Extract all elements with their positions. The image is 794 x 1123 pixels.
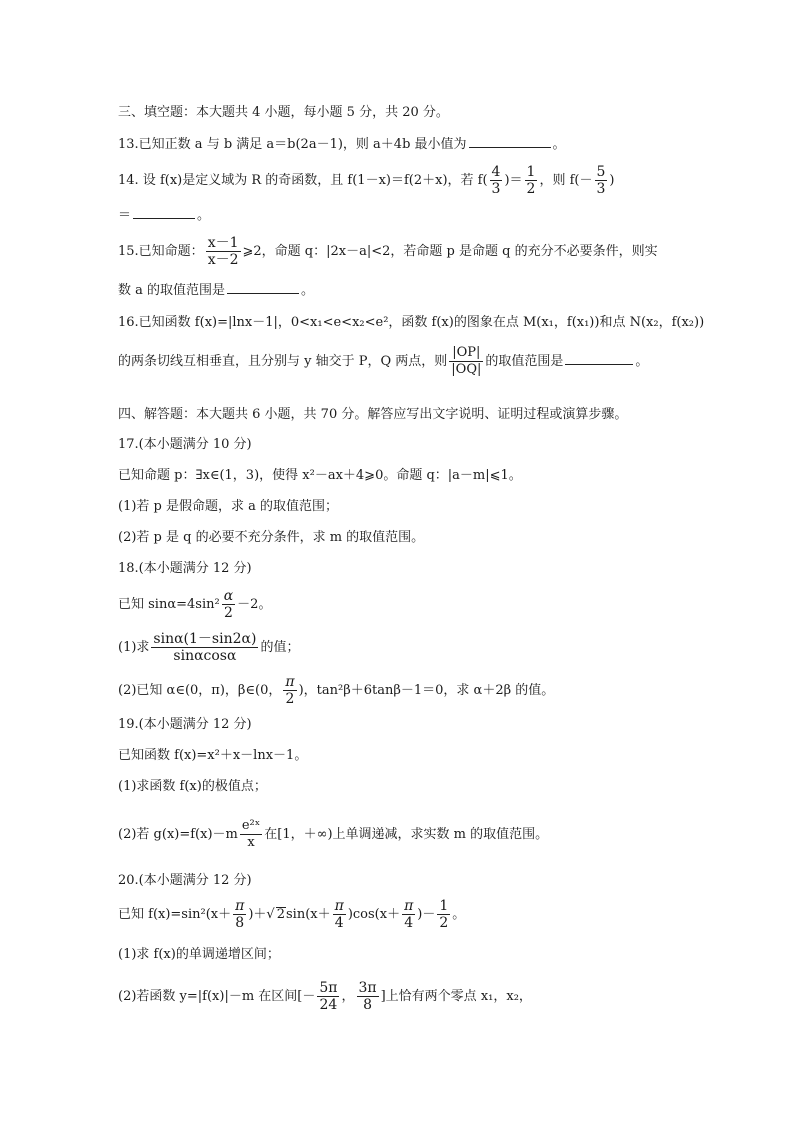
question-14-part: ＝ [118, 208, 132, 223]
fraction [437, 898, 450, 931]
numerator: sinα(1－sin2α) [153, 631, 257, 647]
fraction [283, 674, 296, 707]
denominator: 3 [596, 181, 606, 197]
numerator: e²ˣ [241, 818, 261, 833]
question-20-part: ]上恰有两个零点 x₁，x₂， [380, 989, 532, 1004]
question-20-part: )－ [417, 907, 436, 922]
denominator: 2 [223, 605, 233, 621]
section-3-header-text: 三、填空题：本大题共 4 小题，每小题 5 分，共 20 分。 [118, 105, 449, 120]
question-19-stem [118, 747, 307, 765]
question-20-part: )＋ [248, 907, 267, 922]
question-16-line-2 [118, 345, 648, 378]
denominator: 24 [319, 997, 338, 1013]
numerator: 5π [319, 980, 338, 996]
fraction [233, 898, 246, 931]
fraction [206, 235, 241, 268]
denominator: 2 [439, 915, 449, 931]
question-20-part: sin(x＋ [286, 907, 331, 922]
fraction [357, 980, 379, 1013]
question-14 [118, 164, 615, 197]
numerator: 5 [596, 164, 606, 180]
question-19-title-text: 19.(本小题满分 12 分) [118, 717, 252, 732]
question-20-part: ， [341, 989, 355, 1004]
fraction [449, 345, 483, 378]
numerator: |OP| [449, 345, 483, 362]
question-20-part: (2)若函数 y=|f(x)|－m 在区间[－ [118, 989, 316, 1004]
fraction [525, 164, 538, 197]
question-16 [118, 314, 704, 332]
question-15-part: 。 [301, 283, 315, 298]
answer-blank-13[interactable] [469, 135, 551, 148]
question-18-part: (2)已知 α∈(0，π)，β∈(0， [118, 683, 282, 698]
question-18-part: －2。 [237, 597, 272, 612]
fraction [222, 588, 235, 621]
question-16-part: 。 [635, 354, 649, 369]
denominator: 4 [404, 915, 414, 931]
question-16-text: 16.已知函数 f(x)=|lnx－1|，0<x₁<e<x₂<e²，函数 f(x)的图象在点 M(x₁，f(x₁))和点 N(x₂，f(x₂)) [118, 315, 705, 330]
question-13 [118, 135, 566, 154]
question-19-sub-1 [118, 778, 267, 796]
question-16-part: 的取值范围是 [485, 354, 564, 369]
numerator: 4 [491, 164, 501, 180]
question-13-text: 13.已知正数 a 与 b 满足 a＝b(2a－1)，则 a＋4b 最小值为 [118, 137, 467, 152]
question-17-sub-1-text: (1)若 p 是假命题，求 a 的取值范围； [118, 499, 339, 514]
numerator: 3π [358, 980, 377, 996]
section-3-header [118, 104, 449, 122]
question-15-part: ⩾2，命题 q：|2x－a|<2，若命题 p 是命题 q 的充分不必要条件，则实 [242, 244, 658, 259]
question-18-part: 已知 sinα=4sin² [118, 597, 220, 612]
question-14-part: ) [609, 173, 615, 188]
numerator: π [404, 898, 414, 914]
denominator: x－2 [207, 252, 239, 268]
denominator: 2 [526, 181, 536, 197]
question-15-part: 数 a 的取值范围是 [118, 283, 226, 298]
numerator: 1 [526, 164, 536, 180]
denominator: 3 [491, 181, 501, 197]
question-17-stem [118, 467, 522, 485]
section-4-header-text: 四、解答题：本大题共 6 小题，共 70 分。解答应写出文字说明、证明过程或演算步骤。 [118, 407, 628, 422]
question-20-sub-1 [118, 946, 280, 964]
denominator: 8 [363, 997, 373, 1013]
numerator: π [285, 674, 295, 690]
question-18-part: )，tan²β＋6tanβ－1＝0，求 α＋2β 的值。 [298, 683, 555, 698]
question-15-part: 15.已知命题： [118, 244, 204, 259]
question-18-sub-2 [118, 674, 554, 707]
question-20-title-text: 20.(本小题满分 12 分) [118, 873, 252, 888]
question-14-line-2 [118, 206, 210, 225]
answer-blank-15[interactable] [227, 281, 299, 294]
question-16-part: 的两条切线互相垂直，且分别与 y 轴交于 P，Q 两点，则 [118, 354, 448, 369]
question-15-line-2 [118, 281, 314, 300]
question-17-sub-1 [118, 498, 338, 516]
question-20-sub-1-text: (1)求 f(x)的单调递增区间； [118, 947, 280, 962]
question-18-part: 的值； [260, 640, 300, 655]
question-14-part: ，则 f(－ [539, 173, 593, 188]
denominator: sinαcosα [173, 648, 237, 664]
fraction [151, 631, 258, 664]
question-19-title [118, 716, 252, 734]
numerator: π [334, 898, 344, 914]
sqrt-symbol: √ [266, 907, 275, 922]
denominator: 4 [334, 915, 344, 931]
question-17-sub-2 [118, 529, 424, 547]
fraction [333, 898, 346, 931]
numerator: α [223, 588, 234, 604]
question-18-title [118, 560, 252, 578]
question-18-stem [118, 588, 271, 621]
answer-blank-16[interactable] [565, 352, 633, 365]
question-14-part: 14. 设 f(x)是定义域为 R 的奇函数，且 f(1－x)＝f(2＋x)，若 f( [118, 173, 488, 188]
question-20-stem [118, 898, 465, 931]
question-19-stem-text: 已知函数 f(x)=x²＋x－lnx－1。 [118, 748, 308, 763]
question-14-part: 。 [197, 208, 211, 223]
question-20-sub-2 [118, 980, 532, 1013]
question-17-sub-2-text: (2)若 p 是 q 的必要不充分条件，求 m 的取值范围。 [118, 530, 425, 545]
question-18-part: (1)求 [118, 640, 150, 655]
question-17-title [118, 436, 252, 454]
section-4-header [118, 406, 627, 424]
fraction [240, 818, 262, 851]
question-20-part: )cos(x＋ [347, 907, 401, 922]
fraction [402, 898, 415, 931]
question-20-part: 。 [452, 907, 466, 922]
denominator: 8 [235, 915, 245, 931]
question-20-title [118, 872, 252, 890]
question-13-end: 。 [552, 137, 566, 152]
sqrt-radicand: 2 [276, 907, 285, 922]
question-15 [118, 235, 658, 268]
numerator: 1 [439, 898, 449, 914]
question-17-stem-text: 已知命题 p：∃x∈(1，3)，使得 x²－ax＋4⩾0。命题 q：|a－m|⩽1。 [118, 468, 522, 483]
question-20-part: 已知 f(x)=sin²(x＋ [118, 907, 232, 922]
answer-blank-14[interactable] [133, 206, 195, 219]
denominator: 2 [285, 691, 295, 707]
question-19-sub-2 [118, 818, 548, 851]
fraction [490, 164, 503, 197]
numerator: x－1 [207, 235, 239, 251]
question-14-part: )＝ [504, 173, 523, 188]
denominator: x [247, 835, 255, 850]
question-18-sub-1 [118, 631, 299, 664]
denominator: |OQ| [451, 362, 482, 377]
question-17-title-text: 17.(本小题满分 10 分) [118, 437, 252, 452]
question-19-part: 在[1，＋∞)上单调递减，求实数 m 的取值范围。 [264, 827, 549, 842]
fraction [595, 164, 608, 197]
question-19-sub-1-text: (1)求函数 f(x)的极值点； [118, 779, 267, 794]
fraction [317, 980, 339, 1013]
question-18-title-text: 18.(本小题满分 12 分) [118, 561, 252, 576]
numerator: π [235, 898, 245, 914]
question-19-part: (2)若 g(x)=f(x)－m [118, 827, 238, 842]
